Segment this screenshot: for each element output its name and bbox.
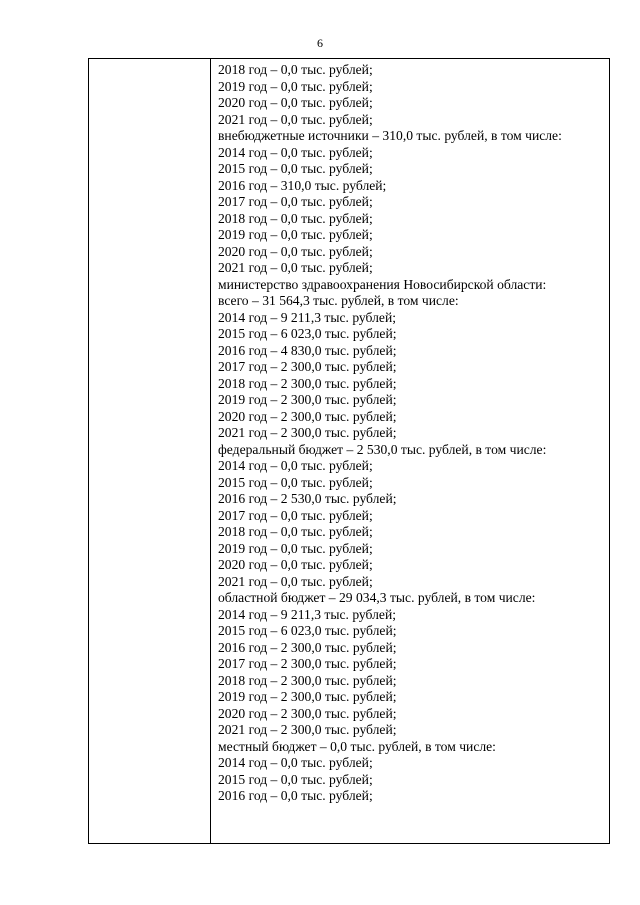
table-line: 2015 год – 0,0 тыс. рублей; <box>218 771 373 787</box>
table-line: 2018 год – 0,0 тыс. рублей; <box>218 62 373 77</box>
table-line: 2014 год – 0,0 тыс. рублей; <box>218 458 373 473</box>
table-line: 2019 год – 2 300,0 тыс. рублей; <box>218 392 397 407</box>
table-line: 2018 год – 2 300,0 тыс. рублей; <box>218 375 397 391</box>
table-left-column <box>89 59 211 843</box>
table-line: 2015 год – 0,0 тыс. рублей; <box>218 161 373 176</box>
table-line: 2021 год – 0,0 тыс. рублей; <box>218 111 373 127</box>
table-line: 2021 год – 0,0 тыс. рублей; <box>218 260 373 275</box>
table-line: 2021 год – 2 300,0 тыс. рублей; <box>218 425 397 440</box>
table-line: 2016 год – 310,0 тыс. рублей; <box>218 177 387 193</box>
table-line: 2020 год – 0,0 тыс. рублей; <box>218 557 373 572</box>
table-line: 2020 год – 0,0 тыс. рублей; <box>218 95 373 110</box>
table-line: 2021 год – 2 300,0 тыс. рублей; <box>218 722 397 737</box>
table-line: 2019 год – 0,0 тыс. рублей; <box>218 540 373 556</box>
table-line: 2019 год – 0,0 тыс. рублей; <box>218 227 373 242</box>
table-line: 2015 год – 0,0 тыс. рублей; <box>218 474 373 490</box>
table-right-column <box>211 59 609 843</box>
table-line: министерство здравоохранения Новосибирской области: <box>218 276 547 292</box>
table-line: 2016 год – 2 300,0 тыс. рублей; <box>218 639 397 655</box>
table-line: 2020 год – 0,0 тыс. рублей; <box>218 243 373 259</box>
table-line: 2018 год – 0,0 тыс. рублей; <box>218 210 373 226</box>
table-line: местный бюджет – 0,0 тыс. рублей, в том числе: <box>218 738 496 754</box>
table-line: 2016 год – 2 530,0 тыс. рублей; <box>218 491 397 506</box>
table-line: 2017 год – 2 300,0 тыс. рублей; <box>218 359 397 374</box>
table-line: 2019 год – 0,0 тыс. рублей; <box>218 78 373 94</box>
table-line: всего – 31 564,3 тыс. рублей, в том числе: <box>218 293 459 308</box>
table-line: 2019 год – 2 300,0 тыс. рублей; <box>218 689 397 704</box>
table-line: 2016 год – 0,0 тыс. рублей; <box>218 788 373 803</box>
table-line: 2017 год – 2 300,0 тыс. рублей; <box>218 656 397 671</box>
table-line: 2014 год – 0,0 тыс. рублей; <box>218 755 373 770</box>
table-line: 2018 год – 2 300,0 тыс. рублей; <box>218 672 397 688</box>
table-line: внебюджетные источники – 310,0 тыс. рублей, в том числе: <box>218 128 562 143</box>
table-line: 2014 год – 9 211,3 тыс. рублей; <box>218 606 396 622</box>
table-line: областной бюджет – 29 034,3 тыс. рублей, в том числе: <box>218 590 536 605</box>
page-number: 6 <box>317 36 323 50</box>
table-line: 2016 год – 4 830,0 тыс. рублей; <box>218 342 397 358</box>
table-line: 2021 год – 0,0 тыс. рублей; <box>218 573 373 589</box>
table-line: 2014 год – 0,0 тыс. рублей; <box>218 144 373 160</box>
funding-table <box>88 58 610 844</box>
table-line: 2017 год – 0,0 тыс. рублей; <box>218 507 373 523</box>
table-line: 2015 год – 6 023,0 тыс. рублей; <box>218 326 397 341</box>
table-line: 2018 год – 0,0 тыс. рублей; <box>218 524 373 539</box>
table-line: 2020 год – 2 300,0 тыс. рублей; <box>218 705 397 721</box>
table-line: 2017 год – 0,0 тыс. рублей; <box>218 194 373 209</box>
table-line: 2014 год – 9 211,3 тыс. рублей; <box>218 309 396 325</box>
table-line: 2015 год – 6 023,0 тыс. рублей; <box>218 623 397 638</box>
table-line: 2020 год – 2 300,0 тыс. рублей; <box>218 408 397 424</box>
table-line: федеральный бюджет – 2 530,0 тыс. рублей, в том числе: <box>218 441 547 457</box>
